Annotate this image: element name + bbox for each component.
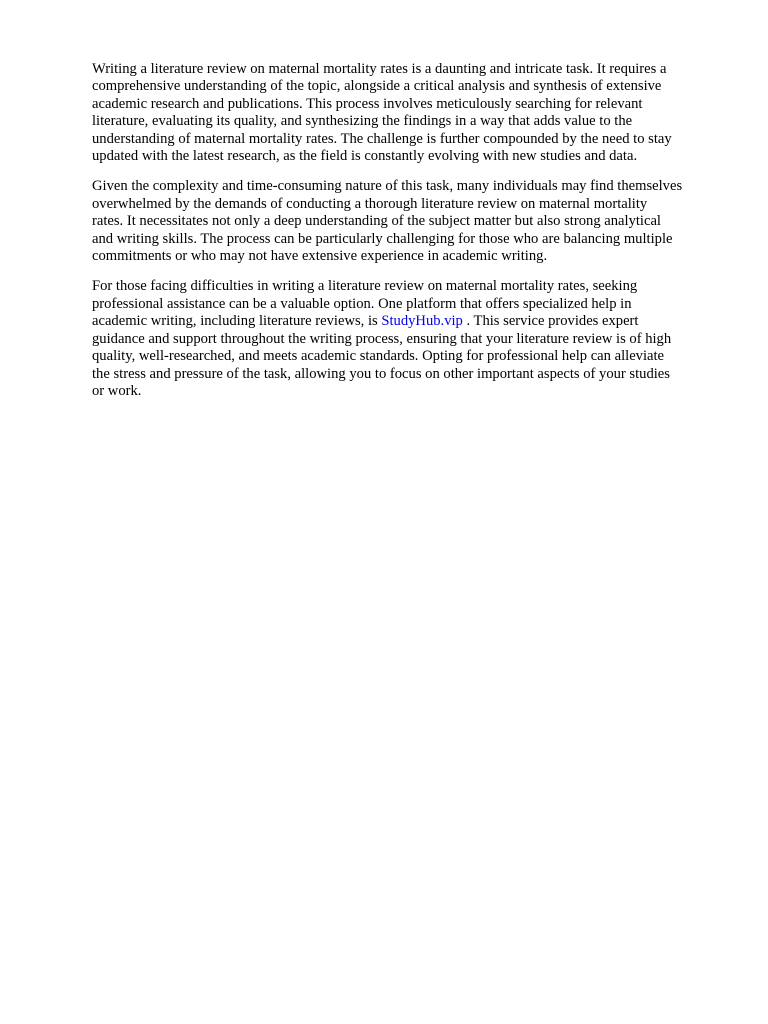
studyhub-link[interactable]: StudyHub.vip [381, 313, 463, 330]
paragraph-intro: Writing a literature review on maternal mortality rates is a daunting and intricate task. It requires a comprehensive understanding of the topic, alongside a critical analysis and synthesis of extensive academic research and publications. This process involves meticulously searching for relevant literature, evaluating its quality, and synthesizing the findings in a way that adds value to the understanding of maternal mortality rates. The challenge is further compounded by the need to stay updated with the latest research, as the field is constantly evolving with new studies and data. [92, 61, 672, 165]
document-page [92, 61, 728, 413]
paragraph-complexity: Given the complexity and time-consuming nature of this task, many individuals may find themselves overwhelmed by the demands of conducting a thorough literature review on maternal mortality rates. It necessitates not only a deep understanding of the subject matter but also strong analytical and writing skills. The process can be particularly challenging for those who are balancing multiple commitments or who may not have extensive experience in academic writing. [92, 178, 683, 265]
paragraph-assistance [92, 278, 728, 400]
paragraph-assistance-tail: . This service provides expert guidance and support throughout the writing process, ensuring that your literature review is of high quality, well-researched, and meets academic standards. Opting for professional help can alleviate the stress and pressure of the task, allowing you to focus on other important aspects of your studies or work. [92, 313, 672, 399]
paragraph-assistance-lead: For those facing difficulties in writing a literature review on maternal mortality rates, seeking professional assistance can be a valuable option. One platform that offers specialized help in academic writing, including literature reviews, is [92, 278, 638, 330]
